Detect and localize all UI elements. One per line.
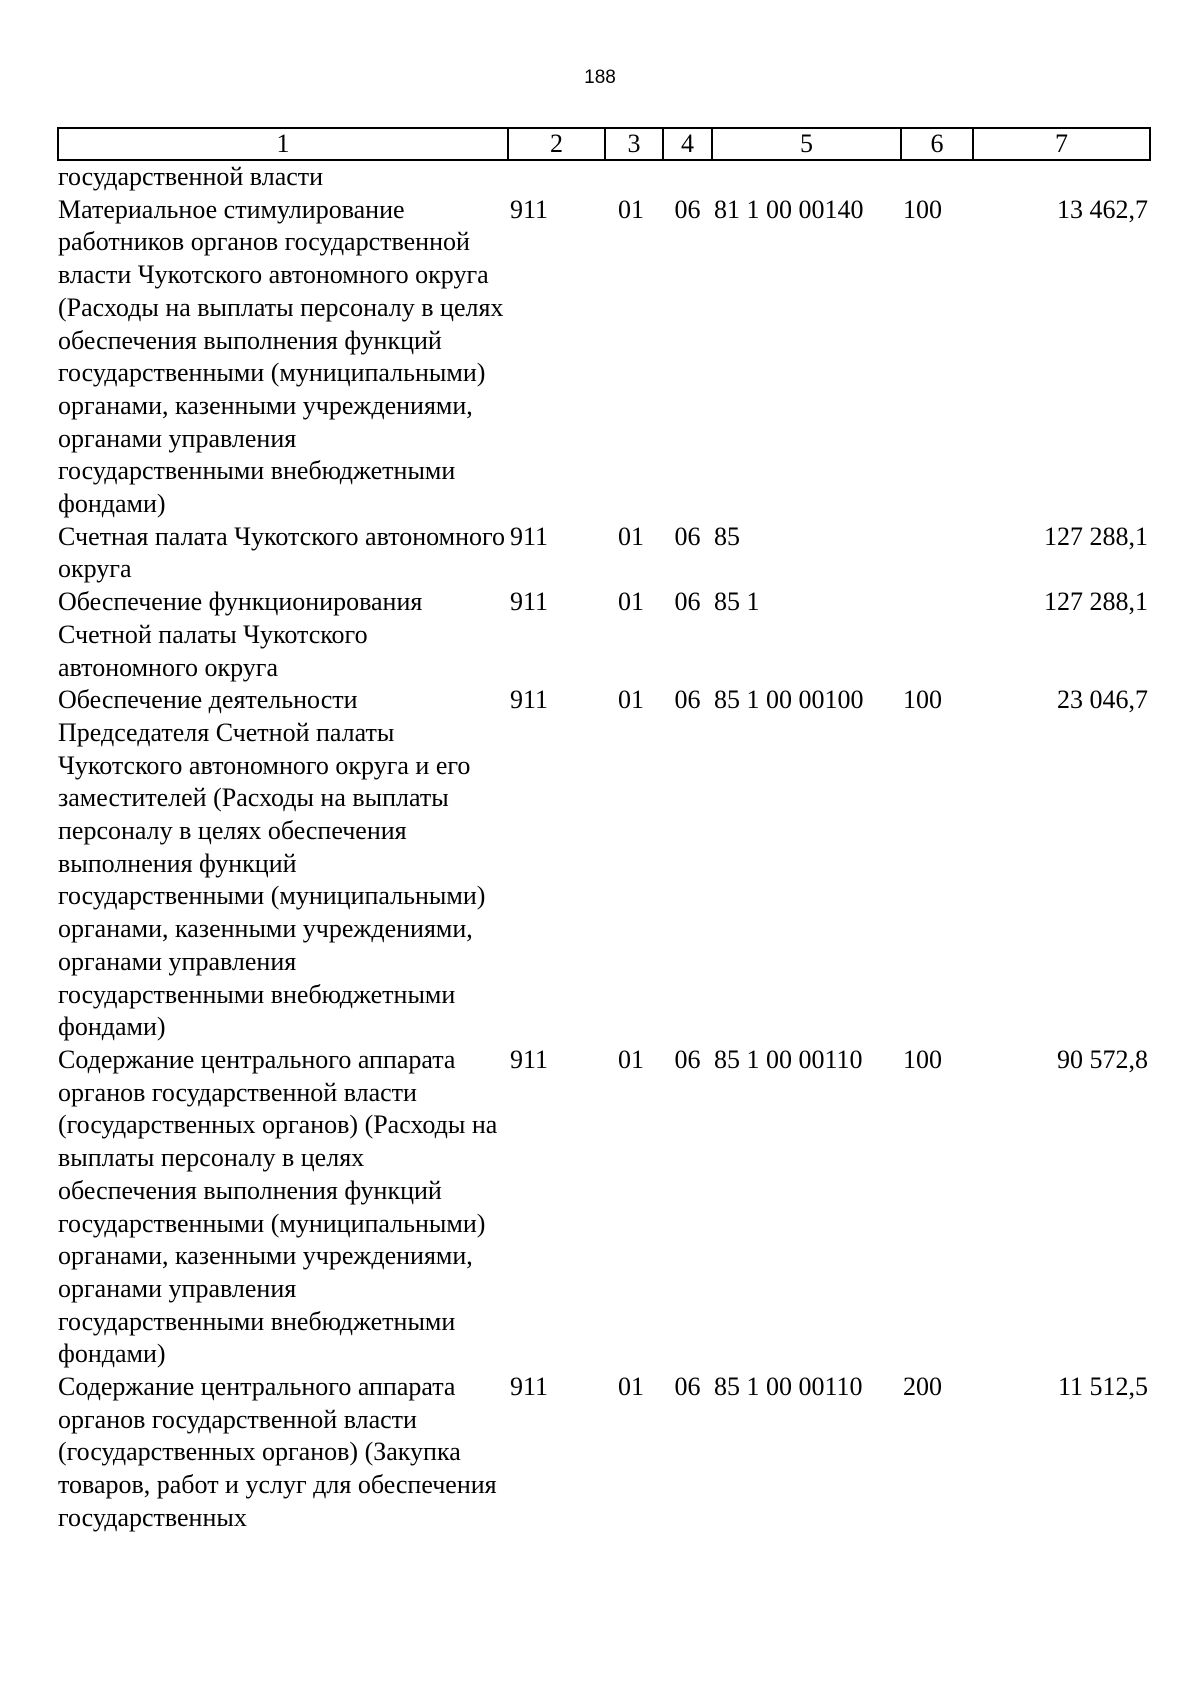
subsection-code-cell: 06: [674, 1044, 701, 1074]
column-number-header-row: [58, 128, 1150, 160]
table-row: [58, 586, 1150, 684]
ministry-code-cell: [508, 160, 605, 194]
target-code-cell: 85 1 00 00100: [714, 685, 864, 715]
expense-type-cell: 100: [903, 1044, 942, 1074]
row-name-cell: Содержание центрального аппарата органов государственной власти (государственных органов) (Расходы на выплаты персоналу в целях обеспечения выполнения функций государственными (муниципальными) органами, казенными учреждениями, органами управления государственными внебюджетными фондами): [58, 1044, 498, 1369]
section-code-cell: 01: [618, 587, 644, 617]
row-name-cell: Материальное стимулирование работников органов государственной власти Чукотского автономного округа (Расходы на выплаты персоналу в целях обеспечения выполнения функций государственными (муниципальными) органами, казенными учреждениями, органами управления государственными внебюджетными фондами): [58, 194, 504, 519]
subsection-code-cell: 06: [674, 521, 701, 551]
expense-type-cell: [901, 160, 973, 194]
expense-type-cell: 100: [903, 194, 942, 224]
table-row: [58, 1044, 1150, 1371]
amount-cell: 11 512,5: [1057, 1372, 1148, 1402]
ministry-code-cell: 911: [510, 1372, 549, 1402]
section-code-cell: 01: [618, 1044, 644, 1074]
subsection-code-cell: 06: [674, 194, 701, 224]
ministry-code-cell: 911: [510, 1044, 549, 1074]
column-header: 1: [58, 128, 508, 160]
amount-cell: 127 288,1: [1044, 521, 1148, 551]
row-name-cell: Счетная палата Чукотского автономного округа: [58, 521, 506, 584]
row-name-cell: Обеспечение функционирования Счетной палаты Чукотского автономного округа: [58, 587, 423, 682]
section-code-cell: 01: [618, 685, 644, 715]
ministry-code-cell: 911: [510, 521, 549, 551]
target-code-cell: 81 1 00 00140: [714, 194, 864, 224]
column-header: 3: [605, 128, 663, 160]
column-header: 7: [973, 128, 1150, 160]
expense-type-cell: 200: [903, 1372, 942, 1402]
ministry-code-cell: 911: [510, 194, 549, 224]
section-code-cell: 01: [618, 521, 644, 551]
row-name-cell: государственной власти: [58, 162, 324, 191]
subsection-code-cell: [663, 160, 712, 194]
ministry-code-cell: 911: [510, 587, 549, 617]
target-code-cell: 85 1 00 00110: [714, 1372, 863, 1402]
row-name-cell: Обеспечение деятельности Председателя Счетной палаты Чукотского автономного округа и его заместителей (Расходы на выплаты персоналу в целях обеспечения выполнения функций государственными (муниципальными) органами, казенными учреждениями, органами управления государственными внебюджетными фондами): [58, 685, 486, 1042]
amount-cell: [973, 160, 1150, 194]
expense-type-cell: 100: [903, 685, 942, 715]
amount-cell: 90 572,8: [1057, 1044, 1148, 1074]
subsection-code-cell: 06: [674, 587, 701, 617]
table-row: [58, 194, 1150, 521]
target-code-cell: 85 1: [714, 587, 760, 617]
expense-type-cell: [901, 586, 973, 684]
amount-cell: 23 046,7: [1057, 685, 1148, 715]
subsection-code-cell: 06: [674, 685, 701, 715]
expense-type-cell: [901, 521, 973, 586]
amount-cell: 127 288,1: [1044, 587, 1148, 617]
table-row: [58, 521, 1150, 586]
target-code-cell: [712, 160, 901, 194]
section-code-cell: 01: [618, 1372, 644, 1402]
target-code-cell: 85: [714, 521, 740, 551]
row-name-cell: Содержание центрального аппарата органов государственной власти (государственных органов) (Закупка товаров, работ и услуг для обеспечения государственных: [58, 1372, 497, 1532]
ministry-code-cell: 911: [510, 685, 549, 715]
subsection-code-cell: 06: [674, 1372, 701, 1402]
section-code-cell: [605, 160, 663, 194]
table-row: [58, 1371, 1150, 1535]
column-header: 5: [712, 128, 901, 160]
column-header: 6: [901, 128, 973, 160]
section-code-cell: 01: [618, 194, 644, 224]
target-code-cell: 85 1 00 00110: [714, 1044, 863, 1074]
column-header: 2: [508, 128, 605, 160]
table-row: [58, 160, 1150, 194]
amount-cell: 13 462,7: [1057, 194, 1148, 224]
column-header: 4: [663, 128, 712, 160]
page-number: 188: [584, 67, 616, 88]
budget-table: [57, 127, 1151, 1535]
table-row: [58, 684, 1150, 1044]
